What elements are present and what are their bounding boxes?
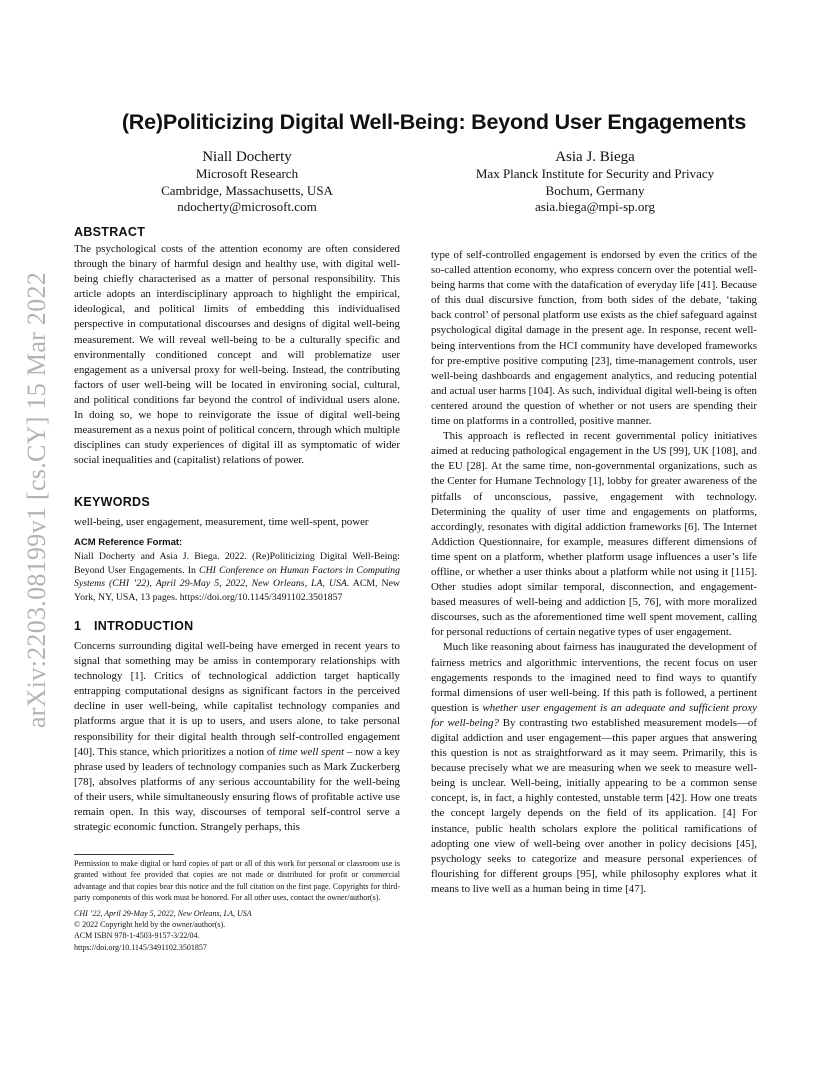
conference-line: CHI ’22, April 29-May 5, 2022, New Orleans, LA, USA bbox=[74, 908, 252, 918]
intro-text-pre: Concerns surrounding digital well-being have emerged in recent years to signal that something may be amiss in contemporary relationships with technology [1]. Critics of technological addiction target haptically entrapping computational designs as significant factors in the perceived decline in user well-being, while capitalist technology companies and platforms argue that it is up to users, and users alone, to take personal responsibility for their digital health through self-controlled engagement [40]. This stance, which prioritizes a notion of bbox=[74, 640, 400, 758]
abstract-text: The psychological costs of the attention economy are often considered through the binary of harmful design and healthy use, with digital well-being chiefly characterised as a matter of personal responsibility. This article adopts an interdisciplinary approach to highlight the empirical, ideological, and political limits of embedding this individualised perspective in computational discourses and designs of digital well-being measurement. We will reveal well-being to be a culturally specific and environmentally conditioned concept and will problematize user engagement as a universal proxy for well-being. Instead, the contributing factors of user well-being will be located in environing social, cultural, and political conditions far beyond the control of individual users alone. In doing so, we hope to reinvigorate the issue of digital well-being measurement as a nexus point of political concern, through which multiple disciplines can study experiences of digital ill as symptomatic of wider social inequalities and (capitalist) relations of power. bbox=[74, 243, 400, 467]
author-affiliation: Max Planck Institute for Security and Privacy bbox=[475, 166, 715, 181]
body-paragraph-1: type of self-controlled engagement is endorsed by even the critics of the so-called attention economy, who express concern over the potential well-being harms that come with the datafication of everyday life [41]. Because of this dual discursive function, from both sides of the debate, ‘taking back control’ of personal platform use exists as the chief safeguard against psychological digital damage in the present age. In response, recent well-being interventions from the HCI community have developed frameworks for pre-emptive positive computing [23], time-management controls, user well-being dashboards and engagement analytics, and reducing potential and actual user harms [104]. As such, individual digital well-being is often centered around the question of whether or not users are spending their time on platforms in a controlled, positive manner. bbox=[431, 249, 757, 428]
intro-text-emphasis: time well spent bbox=[278, 745, 345, 758]
section-number: 1 bbox=[74, 619, 82, 633]
acm-reference-text bbox=[74, 550, 400, 604]
permission-notice: Permission to make digital or hard copies of part or all of this work for personal or classroom use is granted without fee provided that copies are not made or distributed for profit or commercial advantage and that copies bear this notice and the full citation on the first page. Copyrights for third-party components of this work must be honored. For all other uses, contact the owner/author(s). bbox=[74, 859, 400, 903]
introduction-text bbox=[74, 639, 400, 835]
intro-text-post: – now a key phrase used by leaders of technology companies such as Mark Zuckerberg [78], absolves platforms of any serious accountability for the well-being of their users, while simultaneously ensuring flows of profitable active use remain open. In this way, discourses of temporal self-control serve a strategic economic function. Strangely perhaps, this bbox=[74, 745, 401, 834]
copyright-line: © 2022 Copyright held by the owner/author(s). bbox=[74, 920, 226, 930]
footnote-divider bbox=[74, 854, 174, 855]
author-email: ndocherty@microsoft.com bbox=[177, 199, 317, 214]
author-location: Bochum, Germany bbox=[545, 182, 645, 198]
p3-text-pre: Much like reasoning about fairness has inaugurated the development of fairness metrics and algorithmic interventions, the recent focus on user engagements responds to the imagined need to find ways to quantify formal dimensions of user well-being. If this path is followed, a pertinent question is bbox=[431, 641, 757, 714]
keywords-heading: KEYWORDS bbox=[74, 495, 151, 509]
author-email: asia.biega@mpi-sp.org bbox=[534, 199, 656, 214]
acm-reference-venue: CHI Conference on Human Factors in Computing Systems (CHI ’22), April 29-May 5, 2022, New Orleans, LA, USA. bbox=[74, 564, 400, 589]
author-block-2 bbox=[432, 148, 758, 216]
author-name: Asia J. Biega bbox=[555, 149, 635, 165]
arxiv-identifier-stamp bbox=[22, 250, 52, 750]
section-title: INTRODUCTION bbox=[94, 619, 194, 633]
right-column-text bbox=[431, 248, 757, 897]
section-heading-introduction bbox=[74, 619, 193, 633]
isbn-line: ACM ISBN 978-1-4503-9157-3/22/04. bbox=[74, 931, 200, 941]
author-location: Cambridge, Massachusetts, USA bbox=[161, 182, 333, 198]
arxiv-identifier-text: arXiv:2203.08199v1 [cs.CY] 15 Mar 2022 bbox=[22, 271, 51, 729]
author-name: Niall Docherty bbox=[202, 149, 292, 165]
copyright-footnote bbox=[74, 858, 400, 953]
doi-line: https://doi.org/10.1145/3491102.3501857 bbox=[74, 942, 207, 952]
body-paragraph-3 bbox=[431, 640, 757, 897]
body-paragraph-2: This approach is reflected in recent governmental policy initiatives aimed at reducing pathological engagement in the US [99], UK [108], and the EU [28]. At the same time, non-governmental organizations, such as the Center for Humane Technology [1], lobby for greater awareness of the pitfalls of unconscious, passive, engagement with technology. Determining the quality of user time and engagements on platforms, accordingly, resonates with digital addiction frameworks [6]. The Internet Addiction Questionnaire, for example, measures different dimensions of time spent on a platform, whether platform usage influences a user’s life offline, or whether a user thinks about a platform while not using it [115]. Other studies adopt similar temporal, disconnection, and engagement-based measures of well-being and addiction [5, 76], with more moralized discourses, such as the aforementioned time well spent movement, calling for personal reductions of certain negative types of user engagement. bbox=[431, 430, 757, 639]
keywords-text: well-being, user engagement, measurement, time well-spent, power bbox=[74, 516, 369, 528]
abstract-heading: ABSTRACT bbox=[74, 225, 146, 239]
author-block-1 bbox=[74, 148, 420, 216]
acm-reference-pre: Niall Docherty and Asia J. Biega. 2022. (Re)Politicizing Digital Well-Being: Beyond User Engagements. In bbox=[74, 551, 400, 576]
author-affiliation: Microsoft Research bbox=[195, 166, 299, 181]
acm-reference-heading: ACM Reference Format: bbox=[74, 537, 183, 548]
acm-reference-post: ACM, New York, NY, USA, 13 pages. https://doi.org/10.1145/3491102.3501857 bbox=[74, 578, 400, 603]
p3-text-emphasis: whether user engagement is an adequate and sufficient proxy for well-being? bbox=[431, 701, 757, 729]
introduction-paragraph bbox=[74, 639, 400, 835]
p3-text-post: By contrasting two established measurement models—of digital addiction and user engagement—this paper argues that answering this question is not as straightforward as it may seem. Primarily, this is because precisely what we are measuring when we seek to measure well-being is unclear. Well-being, initially appearing to be a common sense concept, is, in fact, a highly contested, unstable term [42]. How one treats the concept largely depends on the field of its application. [4] For instance, public health scholars explore the political ramifications of adopting one view of well-being over another in policy decisions [45], psychology seeks to categorize and measure personal experiences of flourishing for different groups [95], while philosophy explores what it means to live well as a human being in time [47]. bbox=[431, 716, 757, 895]
paper-title: (Re)Politicizing Digital Well-Being: Beyond User Engagements bbox=[121, 110, 747, 134]
